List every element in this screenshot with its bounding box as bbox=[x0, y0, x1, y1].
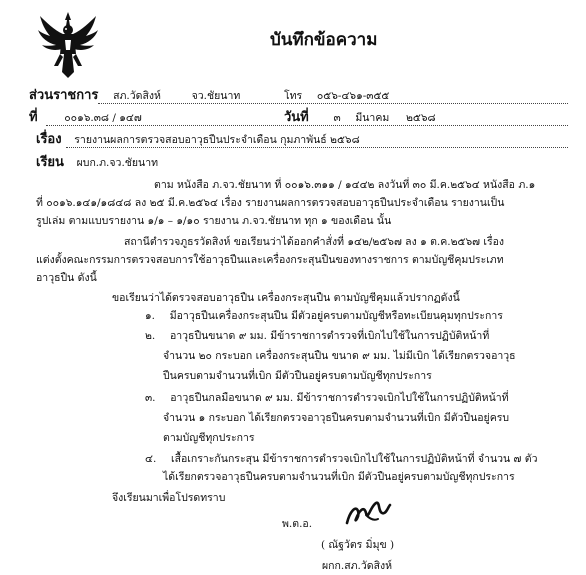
list-item-number: ๒. bbox=[145, 330, 156, 342]
paragraph-2-line-1: สถานีตำรวจภูธรวัดสิงห์ ขอเรียนว่าได้ออกคำสั่งที่ ๑๔๒/๒๕๖๗ ลง ๑ ต.ค.๒๕๖๗ เรื่อง bbox=[124, 236, 505, 248]
list-item-continuation: ตามบัญชีทุกประการ bbox=[163, 432, 255, 444]
list-item-text: มีอาวุธปืนเครื่องกระสุนปืน มีตัวอยู่ครบตามบัญชีหรือทะเบียนคุมทุกประการ bbox=[169, 310, 503, 322]
list-item bbox=[145, 392, 509, 405]
list-item bbox=[145, 453, 538, 466]
department-underline bbox=[98, 103, 568, 104]
list-item-text: อาวุธปืนกลมือขนาด ๙ มม. มีข้าราชการตำรวจเบิกไปใช้ในการปฏิบัติหน้าที่ bbox=[170, 392, 509, 404]
handwritten-signature bbox=[344, 497, 392, 531]
signatory-name: ( ณัฐวัตร มิ่มุข ) bbox=[321, 539, 395, 551]
paragraph-1-line-1: ตาม หนังสือ ภ.จว.ชัยนาท ที่ ๐๐๑๖.๓๑๑ / ๑๔๔๒ ลงวันที่ ๓๐ มี.ค.๒๕๖๔ หนังสือ ภ.๑ bbox=[154, 179, 536, 191]
date-group bbox=[284, 110, 436, 126]
list-item-continuation: ปืนครบตามจำนวนที่เบิก มีตัวปืนอยู่ครบตามบัญชีทุกประการ bbox=[163, 370, 432, 382]
list-item bbox=[145, 310, 503, 323]
phone-value: ๐๕๖-๔๖๑-๓๕๕ bbox=[316, 90, 390, 102]
ref-row bbox=[29, 110, 142, 126]
list-item-number: ๔. bbox=[145, 453, 157, 465]
signatory-position: ผกก.สภ.วัดสิงห์ bbox=[322, 560, 393, 572]
to-value: ผบก.ภ.จว.ชัยนาท bbox=[76, 157, 159, 169]
to-label: เรียน bbox=[36, 155, 64, 170]
department-label: ส่วนราชการ bbox=[29, 88, 99, 103]
department-row bbox=[29, 88, 240, 104]
list-item-number: ๑. bbox=[145, 310, 156, 322]
garuda-emblem-icon bbox=[36, 10, 100, 80]
subject-value: รายงานผลการตรวจสอบอาวุธปืนประจำเดือน กุมภาพันธ์ ๒๕๖๘ bbox=[74, 134, 360, 146]
paragraph-1-line-3: รูปเล่ม ตามแบบรายงาน ๑/๑ – ๑/๑๐ รายงาน ภ.จว.ชัยนาท ทุก ๑ ของเดือน นั้น bbox=[36, 215, 392, 227]
paragraph-1-line-2: ที่ ๐๐๑๖.๑๔๑/๑๘๔๘ ลง ๒๕ มี.ค.๒๕๖๔ เรื่อง รายงานผลการตรวจสอบอาวุธปืนประจำเดือน รายงานเป็น bbox=[36, 197, 505, 209]
date-label: วันที่ bbox=[284, 110, 309, 125]
to-row bbox=[36, 155, 158, 171]
ref-underline bbox=[46, 125, 568, 126]
subject-row bbox=[36, 132, 360, 148]
paragraph-2-line-2: แต่งตั้งคณะกรรมการตรวจสอบการใช้อาวุธปืนและเครื่องกระสุนปืนของทางราชการ ตามบัญชีคุมประเภท bbox=[36, 254, 504, 266]
list-item-text: เสื้อเกราะกันกระสุน มีข้าราชการตำรวจเบิกไปใช้ในการปฏิบัติหน้าที่ จำนวน ๗ ตัว bbox=[170, 453, 538, 465]
date-year: ๒๕๖๘ bbox=[405, 112, 436, 124]
ref-label: ที่ bbox=[29, 110, 38, 125]
list-item-continuation: จำนวน ๑ กระบอก ได้เรียกตรวจอาวุธปืนครบตามจำนวนที่เบิก มีตัวปืนอยู่ครบ bbox=[163, 412, 510, 424]
subject-underline bbox=[66, 147, 568, 148]
department-value: สภ.วัดสิงห์ bbox=[113, 90, 161, 102]
date-day: ๓ bbox=[333, 112, 341, 124]
signature-rank: พ.ต.อ. bbox=[282, 518, 313, 530]
department-province: จว.ชัยนาท bbox=[191, 90, 241, 102]
date-month: มีนาคม bbox=[355, 112, 390, 124]
subject-label: เรื่อง bbox=[36, 132, 62, 147]
closing-text: จึงเรียนมาเพื่อโปรดทราบ bbox=[112, 492, 226, 504]
list-item-continuation: ได้เรียกตรวจอาวุธปืนครบตามจำนวนที่เบิก มีตัวปืนอยู่ครบตามบัญชีทุกประการ bbox=[163, 471, 515, 483]
list-item-text: อาวุธปืนขนาด ๙ มม. มีข้าราชการตำรวจที่เบิกไปใช้ในการปฏิบัติหน้าที่ bbox=[169, 330, 490, 342]
memo-title: บันทึกข้อความ bbox=[270, 30, 378, 50]
paragraph-3: ขอเรียนว่าได้ตรวจสอบอาวุธปืน เครื่องกระสุนปืน ตามบัญชีคุมแล้วปรากฏดังนี้ bbox=[112, 292, 460, 304]
list-item-number: ๓. bbox=[145, 392, 156, 404]
list-item bbox=[145, 330, 489, 343]
list-item-continuation: จำนวน ๒๐ กระบอก เครื่องกระสุนปืน ขนาด ๙ มม. ไม่มีเบิก ได้เรียกตรวจอาวุธ bbox=[163, 350, 516, 362]
paragraph-2-line-3: อาวุธปืน ดังนี้ bbox=[36, 272, 97, 284]
phone-label: โทร bbox=[284, 90, 303, 102]
phone-group bbox=[284, 90, 389, 103]
ref-value: ๐๐๑๖.๓๘ / ๑๔๗ bbox=[64, 112, 142, 124]
